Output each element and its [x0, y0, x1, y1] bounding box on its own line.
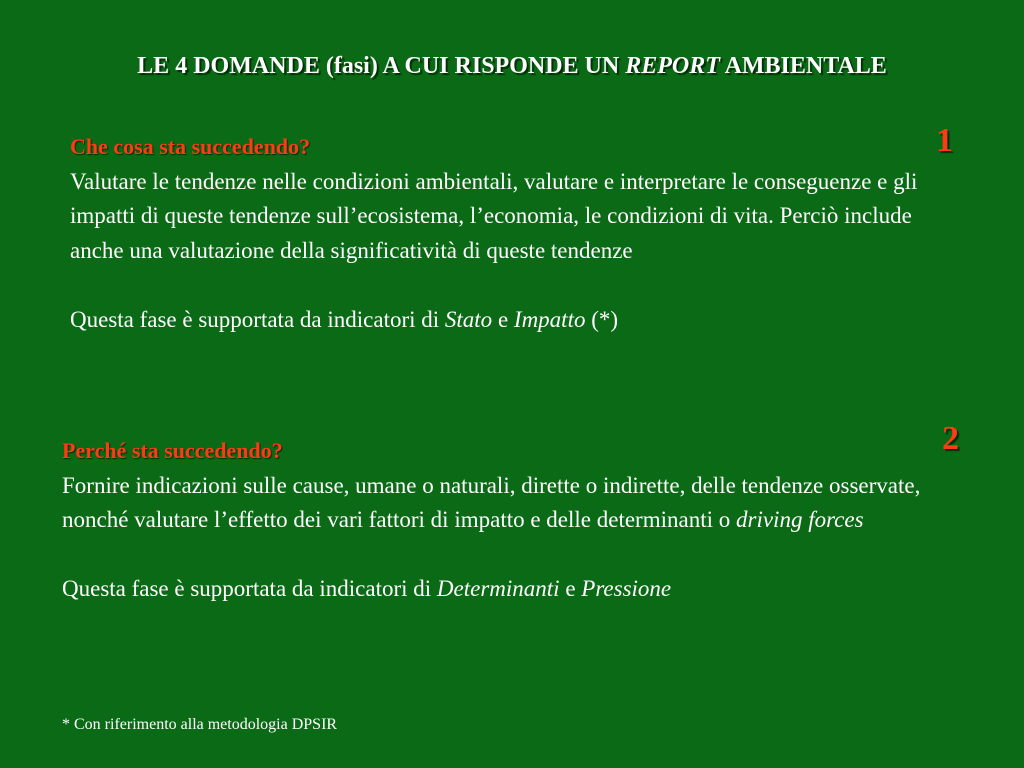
support-mid: e — [492, 306, 514, 332]
support-prefix: Questa fase è supportata da indicatori di — [62, 576, 437, 601]
spacer — [62, 538, 962, 573]
support-term-impatto: Impatto — [513, 306, 586, 332]
section-2-number: 2 — [942, 420, 959, 457]
section-2 — [62, 434, 962, 607]
spacer — [70, 268, 970, 303]
section-2-body — [62, 469, 962, 538]
section-1-support — [70, 303, 970, 338]
section-2-heading: Perché sta succedendo? — [62, 438, 283, 463]
section-2-body-text: Fornire indicazioni sulle cause, umane o naturali, dirette o indirette, delle tendenze osservate, nonché valutare l’effetto dei vari fattori di impatto e delle determinanti o — [62, 472, 921, 532]
footnote: * Con riferimento alla metodologia DPSIR — [62, 716, 338, 733]
support-term-determinanti: Determinanti — [436, 576, 560, 601]
section-1-number: 1 — [936, 122, 953, 159]
section-1-body: Valutare le tendenze nelle condizioni ambientali, valutare e interpretare le conseguenze e gli impatti di queste tendenze sull’ecosistema, l’economia, le condizioni di vita. Perciò include anche una valutazione della significatività di queste tendenze — [70, 168, 918, 263]
support-term-pressione: Pressione — [581, 576, 672, 601]
section-2-support — [62, 572, 962, 607]
support-suffix: (*) — [585, 306, 619, 332]
support-term-stato: Stato — [444, 306, 493, 332]
section-1 — [70, 130, 970, 337]
section-2-body-italic: driving forces — [736, 507, 864, 532]
section-1-heading: Che cosa sta succedendo? — [70, 134, 311, 159]
title-italic: REPORT — [625, 53, 720, 79]
support-prefix: Questa fase è supportata da indicatori di — [70, 306, 445, 332]
slide-title — [0, 50, 1024, 82]
title-suffix: AMBIENTALE — [719, 53, 887, 79]
support-mid: e — [559, 576, 582, 601]
title-prefix: LE 4 DOMANDE (fasi) A CUI RISPONDE UN — [137, 53, 626, 79]
